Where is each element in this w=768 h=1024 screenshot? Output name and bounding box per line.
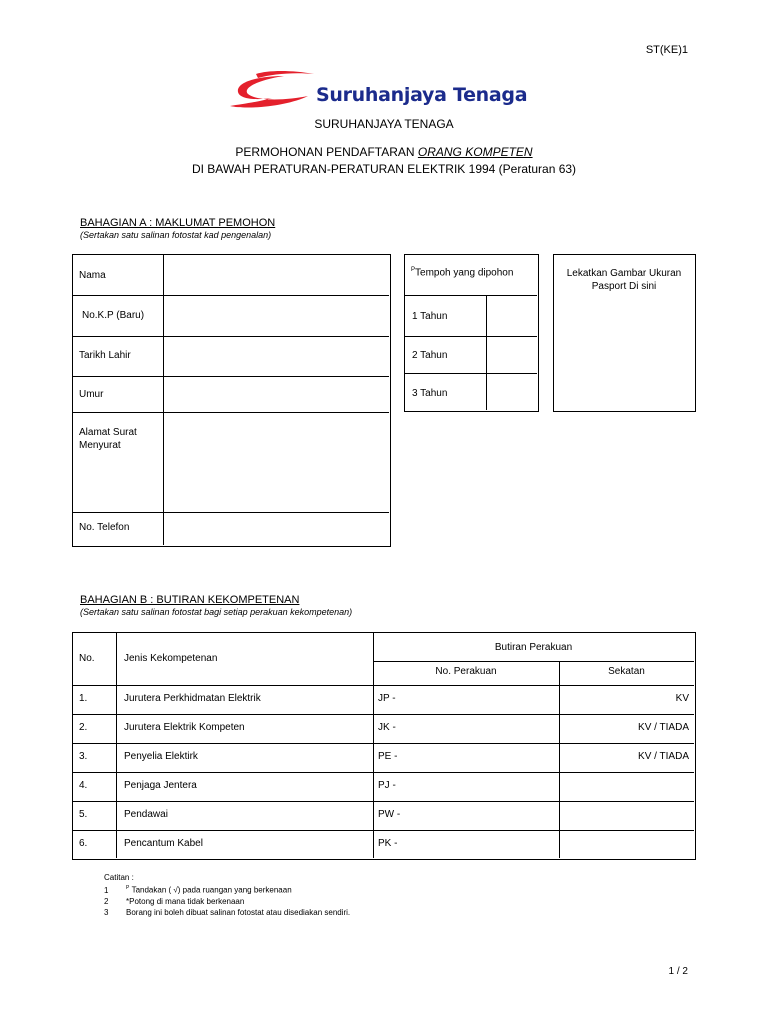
page-title: PERMOHONAN PENDAFTARAN ORANG KOMPETEN	[235, 145, 533, 159]
umur-field[interactable]	[165, 378, 387, 410]
row-prefix[interactable]: JP -	[378, 693, 396, 704]
org-name: SURUHANJAYA TENAGA	[314, 117, 454, 131]
period-header: $^P$Tempoh yang dipohon	[411, 267, 514, 279]
form-code: ST(KE)1	[645, 44, 688, 56]
row-limit: KV / TIADA	[638, 722, 689, 733]
row-type: Pendawai	[124, 809, 168, 820]
period-3-label: 3 Tahun	[412, 388, 448, 399]
header-type: Jenis Kekompetenan	[124, 653, 218, 664]
row-limit: KV	[675, 693, 689, 704]
notes-list	[104, 883, 350, 918]
label-alamat: Alamat Surat Menyurat	[79, 427, 137, 451]
header-cert-no: No. Perakuan	[435, 666, 497, 677]
label-umur: Umur	[79, 389, 104, 400]
row-prefix[interactable]: JK -	[378, 722, 396, 733]
row-no: 1.	[79, 693, 88, 704]
row-prefix[interactable]: PW -	[378, 809, 401, 820]
row-prefix[interactable]: PK -	[378, 838, 398, 849]
photo-box[interactable]	[553, 254, 696, 412]
logo	[228, 68, 528, 112]
period-1-label: 1 Tahun	[412, 311, 448, 322]
section-a-note: (Sertakan satu salinan fotostat kad pengenalan)	[80, 230, 272, 240]
label-nokp: No.K.P (Baru)	[82, 310, 145, 321]
notes-title: Catitan :	[104, 873, 134, 882]
applicant-table	[72, 254, 391, 547]
row-no: 3.	[79, 751, 88, 762]
note-item: 1 $^P$ Tandakan ( √) pada ruangan yang berkenaan	[104, 885, 292, 895]
page-number: 1 / 2	[668, 966, 688, 977]
label-tarikh-lahir: Tarikh Lahir	[79, 350, 131, 361]
header-no: No.	[79, 653, 95, 664]
nokp-field[interactable]	[165, 298, 387, 334]
alamat-field[interactable]	[165, 415, 387, 510]
period-3-checkbox[interactable]	[489, 376, 535, 409]
period-table	[404, 254, 539, 412]
row-type: Jurutera Perkhidmatan Elektrik	[124, 693, 261, 704]
telefon-field[interactable]	[165, 515, 387, 543]
header-cert-group: Butiran Perakuan	[494, 642, 573, 653]
label-nama: Nama	[79, 270, 106, 281]
period-2-checkbox[interactable]	[489, 339, 535, 371]
row-prefix[interactable]: PE -	[378, 751, 398, 762]
period-2-label: 2 Tahun	[412, 350, 448, 361]
row-no: 5.	[79, 809, 88, 820]
tarikh-lahir-field[interactable]	[165, 339, 387, 374]
nama-field[interactable]	[165, 257, 387, 294]
row-type: Penjaga Jentera	[124, 780, 197, 791]
header-limit: Sekatan	[608, 666, 645, 677]
section-b-heading: BAHAGIAN B : BUTIRAN KEKOMPETENAN	[80, 594, 300, 606]
period-1-checkbox[interactable]	[489, 298, 535, 334]
section-a-heading: BAHAGIAN A : MAKLUMAT PEMOHON	[80, 217, 276, 229]
competency-table	[72, 632, 696, 860]
row-type: Pencantum Kabel	[124, 838, 203, 849]
photo-instruction: Lekatkan Gambar Ukuran Pasport Di sini	[566, 268, 682, 292]
row-prefix[interactable]: PJ -	[378, 780, 396, 791]
logo-text: Suruhanjaya Tenaga	[316, 84, 528, 106]
page-subtitle: DI BAWAH PERATURAN-PERATURAN ELEKTRIK 1994 (Peraturan 63)	[191, 162, 577, 176]
row-type: Jurutera Elektrik Kompeten	[124, 722, 245, 733]
label-telefon: No. Telefon	[79, 522, 130, 533]
note-item: 3 Borang ini boleh dibuat salinan fotostat atau disediakan sendiri.	[104, 907, 351, 917]
note-item: 2 *Potong di mana tidak berkenaan	[104, 896, 245, 906]
row-type: Penyelia Elektirk	[124, 751, 198, 762]
row-no: 2.	[79, 722, 88, 733]
row-no: 6.	[79, 838, 88, 849]
logo-swoosh-icon	[228, 68, 318, 112]
row-no: 4.	[79, 780, 88, 791]
row-limit: KV / TIADA	[638, 751, 689, 762]
section-b-note: (Sertakan satu salinan fotostat bagi setiap perakuan kekompetenan)	[80, 607, 353, 617]
